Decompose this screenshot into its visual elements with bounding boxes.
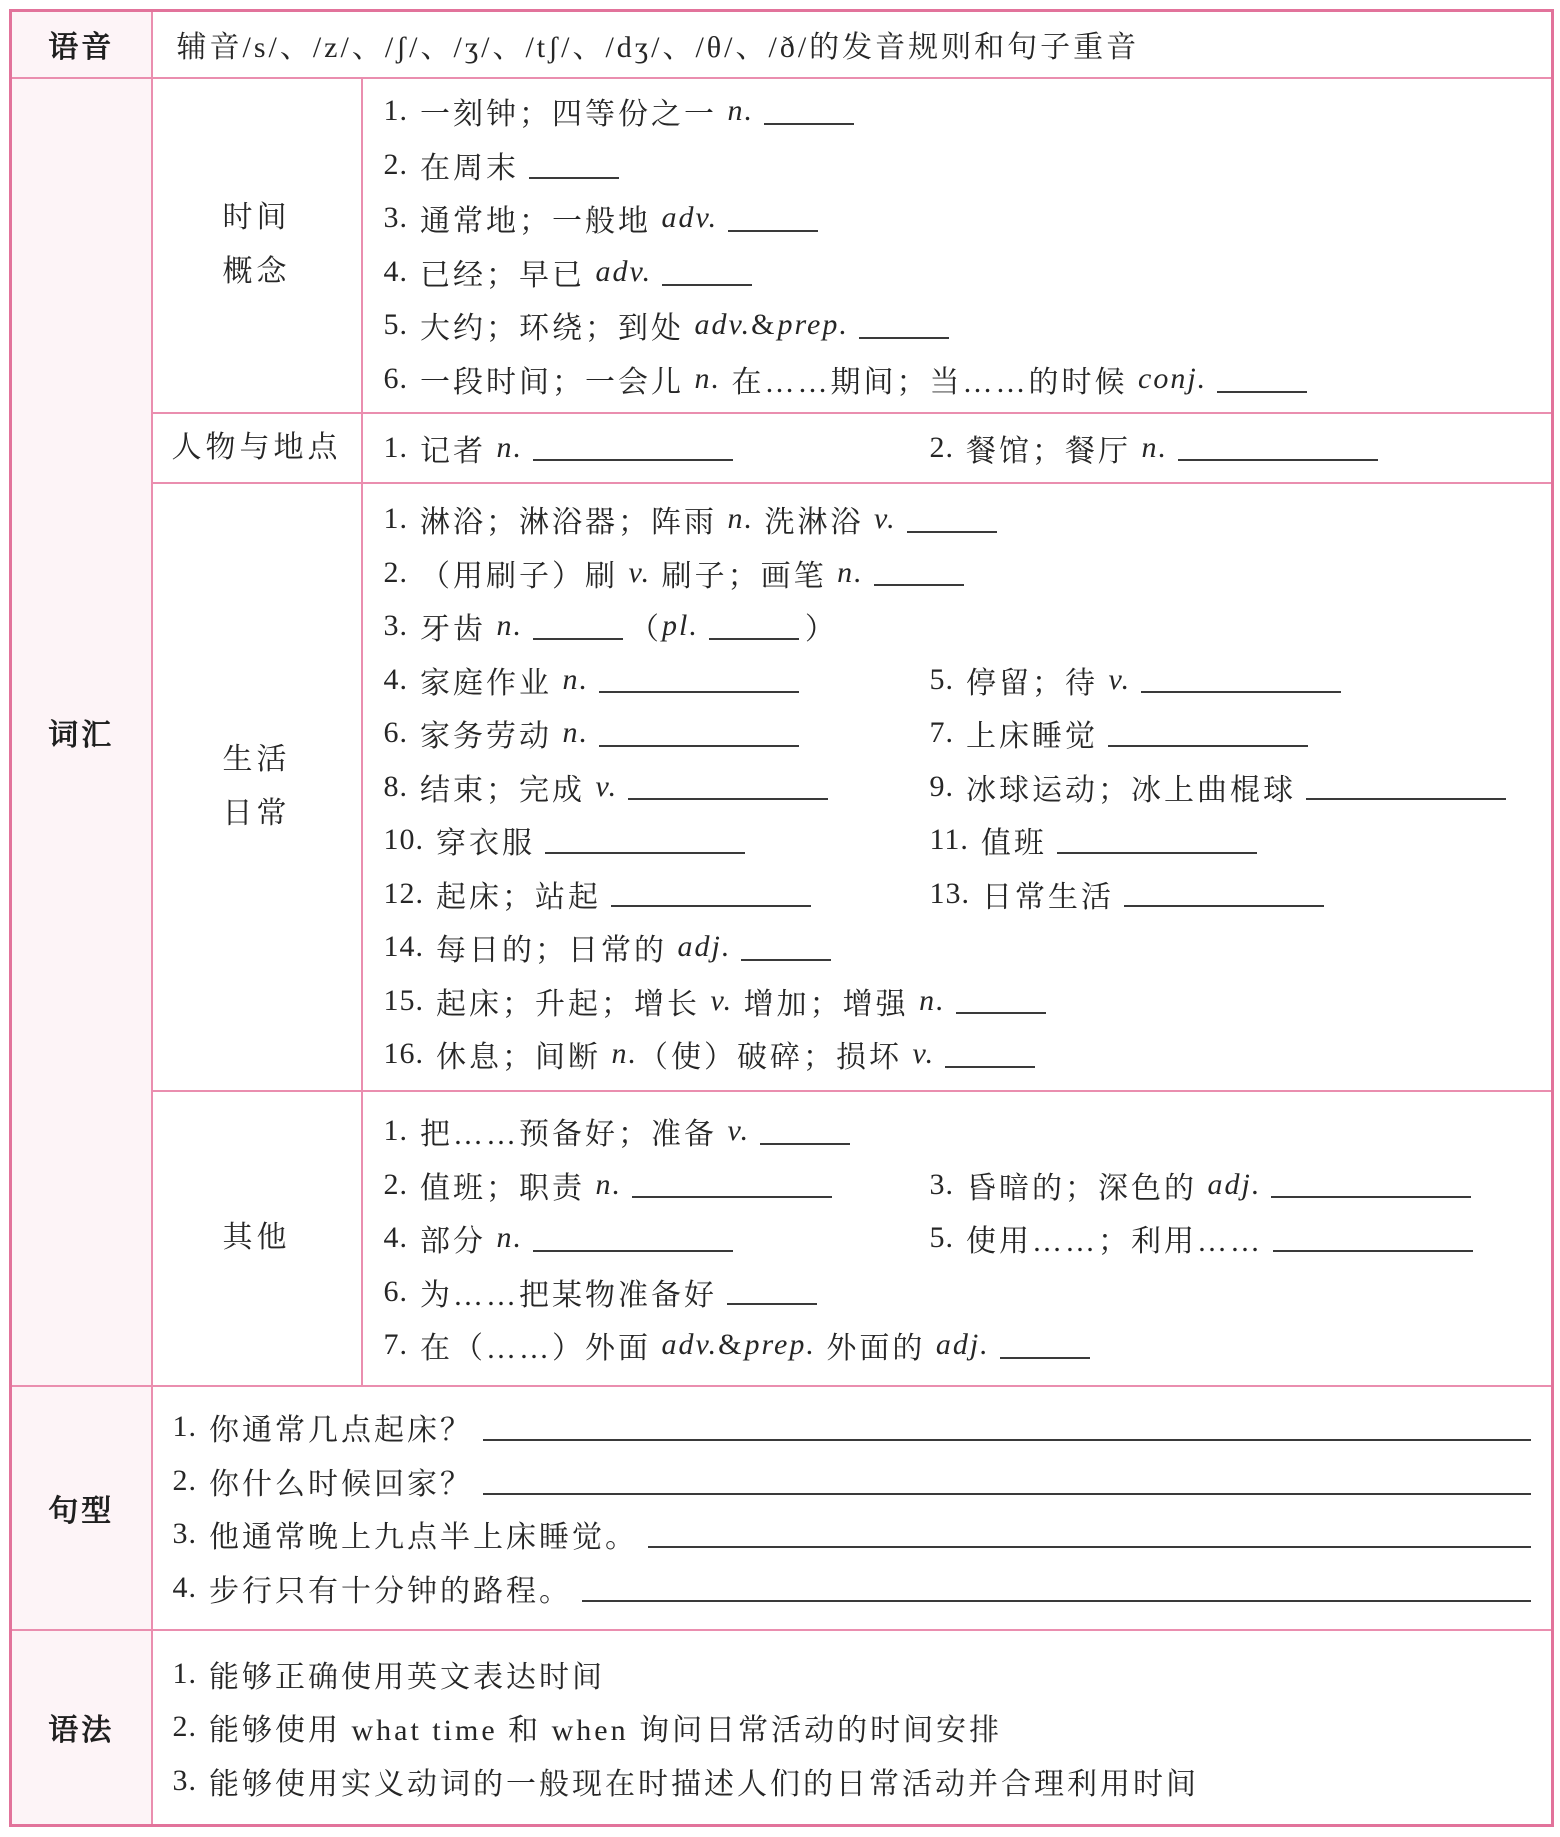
item-text: 淋浴；淋浴器；阵雨 — [420, 506, 728, 539]
answer-blank — [907, 531, 997, 533]
item-text: 上床睡觉 — [966, 720, 1098, 753]
vocab-item — [384, 1027, 1042, 1081]
item-number: 7. — [929, 716, 954, 749]
vocab-item — [384, 546, 970, 600]
vocab-list — [384, 421, 1534, 475]
grammar-text: 能够使用实义动词的一般现在时描述人们的日常活动并合理利用时间 — [209, 1767, 1199, 1801]
item-text: 在周末 — [420, 151, 519, 185]
vocab-item — [384, 1104, 857, 1158]
vocab-item — [384, 974, 1052, 1028]
abbreviation: n. — [919, 983, 946, 1017]
vocab-item — [384, 245, 759, 299]
abbreviation: adj. — [935, 1328, 990, 1361]
vocab-row — [384, 1318, 1534, 1372]
vocab-row — [384, 546, 1534, 600]
item-text: 通常地；一般地 — [420, 205, 662, 239]
row-vocab-other — [11, 1091, 1553, 1386]
phonetics-text: 辅音/s/、/z/、/ʃ/、/ʒ/、/tʃ/、/dʒ/、/θ/、/ð/的发音规则和句子重音 — [176, 31, 1140, 65]
category-cell-vocabulary — [11, 78, 152, 1386]
phonetics-content-cell — [152, 11, 1553, 78]
vocab-item — [384, 706, 930, 760]
abbreviation: n. — [595, 1167, 622, 1201]
abbreviation: n. — [727, 94, 754, 128]
item-text: （使）破碎；损坏 — [638, 1041, 913, 1074]
answer-blank — [741, 959, 831, 961]
answer-blank — [662, 284, 752, 286]
answer-blank — [727, 1303, 817, 1305]
abbreviation: n. — [611, 1037, 638, 1070]
answer-blank — [1124, 905, 1324, 907]
answer-blank — [945, 1066, 1035, 1068]
vocab-row — [384, 138, 1534, 192]
vocab-item — [384, 1265, 824, 1319]
item-number: 5. — [383, 308, 408, 342]
sentence-row — [173, 1508, 1532, 1562]
category-cell-sentences — [11, 1386, 152, 1630]
sentence-row — [173, 1401, 1532, 1455]
item-number: 2. — [929, 430, 954, 464]
sentence-number: 1. — [172, 1410, 197, 1444]
subcategory-label-line: 人物与地点 — [171, 430, 342, 464]
item-number: 2. — [383, 1167, 408, 1201]
category-label-sentences: 句型 — [48, 1494, 115, 1528]
vocab-row — [384, 920, 1534, 974]
subcategory-time-concept — [152, 78, 362, 413]
row-sentences — [11, 1386, 1553, 1630]
item-text: 一刻钟；四等份之一 — [420, 98, 728, 132]
item-number: 3. — [383, 609, 408, 642]
sentence-number: 3. — [172, 1517, 197, 1551]
abbreviation: n. — [1141, 430, 1168, 464]
unit-outline-table — [9, 9, 1554, 1827]
sentence-row — [173, 1454, 1532, 1508]
abbreviation: v. — [595, 769, 619, 803]
answer-blank — [764, 123, 854, 125]
row-vocab-time-concept — [11, 78, 1553, 413]
answer-blank — [760, 1143, 850, 1145]
subcategory-daily-life — [152, 483, 362, 1091]
vocab-list — [384, 492, 1534, 1081]
item-text: 刷子；画笔 — [651, 559, 838, 593]
subcategory-label-line: 时间 — [222, 201, 291, 234]
vocab-row — [384, 1158, 1534, 1212]
row-grammar — [11, 1630, 1553, 1826]
category-cell-phonetics — [11, 11, 152, 78]
vocab-row — [384, 813, 1534, 867]
vocab-row — [384, 653, 1534, 707]
item-number: 5. — [929, 1221, 954, 1254]
abbreviation: pl. — [662, 609, 699, 642]
answer-blank — [533, 459, 733, 461]
grammar-text: 能够正确使用英文表达时间 — [209, 1660, 605, 1694]
vocab-item — [384, 299, 955, 353]
vocab-row — [384, 1211, 1534, 1265]
item-text: 家庭作业 — [420, 666, 563, 700]
item-number: 2. — [383, 147, 408, 181]
vocab-item — [384, 867, 930, 921]
item-number: 6. — [383, 716, 408, 749]
abbreviation: n. — [694, 361, 721, 395]
answer-blank — [1217, 391, 1307, 393]
answer-blank — [874, 584, 964, 586]
item-number: 12. — [383, 876, 424, 910]
item-number: 4. — [383, 662, 408, 696]
vocab-item — [384, 813, 930, 867]
item-text: 冰球运动；冰上曲棍球 — [966, 773, 1296, 807]
item-text: & — [718, 1328, 745, 1361]
item-text: 部分 — [420, 1225, 497, 1258]
abbreviation: prep. — [744, 1328, 816, 1361]
vocab-item — [384, 1211, 930, 1265]
vocab-item — [930, 1211, 1534, 1265]
item-number: 14. — [383, 930, 424, 963]
item-text: 记者 — [420, 434, 497, 468]
vocab-row — [384, 245, 1534, 299]
vocab-row — [384, 192, 1534, 246]
answer-blank — [728, 230, 818, 232]
item-number: 2. — [383, 555, 408, 589]
item-text: 结束；完成 — [420, 773, 596, 807]
answer-blank — [1057, 852, 1257, 854]
answer-blank — [709, 638, 799, 640]
abbreviation: v. — [912, 1037, 936, 1070]
item-number: 4. — [383, 1221, 408, 1254]
vocab-item — [384, 352, 1314, 406]
vocab-item — [930, 813, 1534, 867]
sentence-list — [173, 1401, 1532, 1615]
abbreviation: v. — [874, 502, 897, 535]
item-text: （用刷子）刷 — [420, 559, 629, 593]
subcategory-label-line: 其他 — [222, 1221, 291, 1254]
vocab-item — [384, 138, 626, 192]
vocab-item — [384, 599, 838, 653]
vocab-row — [384, 760, 1534, 814]
vocab-item — [930, 653, 1534, 707]
category-cell-grammar — [11, 1630, 152, 1826]
answer-blank — [1178, 459, 1378, 461]
category-label-vocabulary: 词汇 — [48, 718, 115, 752]
item-number: 5. — [929, 662, 954, 696]
item-text: 值班 — [980, 827, 1047, 860]
vocab-item — [384, 492, 1003, 546]
answer-blank — [533, 1250, 733, 1252]
answer-line — [483, 1493, 1531, 1495]
sentences-content-cell — [152, 1386, 1553, 1630]
item-text: 停留；待 — [966, 666, 1109, 700]
abbreviation: n. — [496, 430, 523, 464]
category-label-grammar: 语法 — [48, 1714, 115, 1748]
item-text: 日常生活 — [982, 880, 1114, 914]
grammar-number: 1. — [172, 1656, 197, 1690]
abbreviation: n. — [562, 716, 589, 749]
item-number: 13. — [929, 876, 970, 910]
item-number: 1. — [383, 430, 408, 464]
vocab-cell-other — [362, 1091, 1553, 1386]
vocab-row — [384, 1027, 1534, 1081]
abbreviation: adj. — [1207, 1167, 1262, 1201]
abbreviation: n. — [562, 662, 589, 696]
item-text: 把……预备好；准备 — [420, 1118, 728, 1151]
item-text: 使用……；利用…… — [966, 1225, 1263, 1258]
item-text: 增加；增强 — [733, 987, 920, 1021]
item-text: 家务劳动 — [420, 720, 563, 753]
grammar-content-cell — [152, 1630, 1553, 1826]
vocab-row — [384, 867, 1534, 921]
item-text: 已经；早已 — [420, 258, 596, 292]
item-text: 在（……）外面 — [420, 1332, 662, 1365]
vocab-row — [384, 1104, 1534, 1158]
answer-blank — [599, 745, 799, 747]
answer-blank — [1306, 798, 1506, 800]
vocab-item — [930, 867, 1534, 921]
item-number: 15. — [383, 983, 424, 1017]
vocab-row — [384, 599, 1534, 653]
item-text: 洗淋浴 — [754, 506, 874, 539]
sentence-text: 你什么时候回家？ — [209, 1467, 473, 1501]
vocab-item — [384, 760, 930, 814]
item-text: （ — [629, 613, 662, 646]
abbreviation: conj. — [1138, 361, 1208, 395]
vocab-item — [930, 421, 1534, 475]
item-number: 11. — [929, 823, 969, 856]
answer-blank — [632, 1196, 832, 1198]
abbreviation: n. — [496, 1221, 523, 1254]
sentence-number: 2. — [172, 1463, 197, 1497]
answer-blank — [1141, 691, 1341, 693]
item-text: ） — [804, 613, 838, 646]
item-number: 1. — [383, 502, 408, 535]
subcategory-other — [152, 1091, 362, 1386]
vocab-list — [384, 85, 1534, 406]
answer-blank — [628, 798, 828, 800]
abbreviation: adv. — [661, 201, 719, 235]
vocab-row — [384, 85, 1534, 139]
item-text: 外面的 — [815, 1332, 936, 1365]
item-number: 3. — [929, 1167, 954, 1201]
item-number: 3. — [383, 201, 408, 235]
vocab-item — [384, 1318, 1096, 1372]
answer-blank — [1273, 1250, 1473, 1252]
answer-blank — [545, 852, 745, 854]
item-text: 大约；环绕；到处 — [420, 312, 695, 346]
item-text: 昏暗的；深色的 — [966, 1171, 1208, 1205]
item-text: 穿衣服 — [436, 827, 535, 860]
category-label-phonetics: 语音 — [48, 31, 115, 65]
item-number: 1. — [383, 94, 408, 128]
abbreviation: v. — [710, 983, 734, 1017]
sentence-text: 步行只有十分钟的路程。 — [209, 1574, 572, 1608]
vocab-item — [384, 653, 930, 707]
vocab-item — [384, 85, 861, 139]
item-text: 起床；升起；增长 — [436, 987, 711, 1021]
vocab-row — [384, 974, 1534, 1028]
grammar-row — [173, 1754, 1532, 1808]
vocab-item — [384, 192, 825, 246]
vocab-row — [384, 352, 1534, 406]
vocab-cell-daily-life — [362, 483, 1553, 1091]
vocab-list — [384, 1104, 1534, 1372]
row-phonetics — [11, 11, 1553, 78]
vocab-row — [384, 421, 1534, 475]
sentence-row — [173, 1561, 1532, 1615]
answer-blank — [611, 905, 811, 907]
answer-blank — [533, 638, 623, 640]
item-number: 9. — [929, 769, 954, 803]
vocab-item — [384, 1158, 930, 1212]
grammar-list — [173, 1647, 1532, 1808]
subcategory-label-line: 日常 — [222, 796, 291, 830]
item-text: & — [751, 308, 778, 342]
sentence-text: 他通常晚上九点半上床睡觉。 — [209, 1521, 638, 1555]
item-text: 餐馆；餐厅 — [966, 434, 1142, 468]
item-text: 休息；间断 — [436, 1041, 612, 1074]
row-vocab-people-places — [11, 413, 1553, 483]
grammar-row — [173, 1701, 1532, 1755]
vocab-item — [384, 421, 930, 475]
subcategory-label-line: 概念 — [222, 255, 291, 288]
abbreviation: adj. — [677, 930, 732, 963]
answer-blank — [859, 337, 949, 339]
item-number: 16. — [383, 1037, 424, 1070]
vocab-item — [384, 920, 838, 974]
item-number: 1. — [383, 1114, 408, 1147]
item-number: 8. — [383, 769, 408, 803]
vocab-item — [930, 1158, 1534, 1212]
answer-blank — [599, 691, 799, 693]
item-number: 6. — [383, 361, 408, 395]
grammar-number: 2. — [172, 1710, 197, 1744]
item-text: 每日的；日常的 — [436, 934, 678, 967]
abbreviation: adv. — [595, 254, 653, 288]
vocab-cell-people-places — [362, 413, 1553, 483]
abbreviation: n. — [727, 502, 754, 535]
abbreviation: n. — [837, 555, 864, 589]
row-vocab-daily-life — [11, 483, 1553, 1091]
vocab-row — [384, 492, 1534, 546]
item-text: 在……期间；当……的时候 — [721, 365, 1138, 399]
sentence-text: 你通常几点起床？ — [209, 1414, 473, 1448]
item-number: 10. — [383, 823, 424, 856]
abbreviation: adv. — [661, 1328, 719, 1361]
answer-blank — [1108, 745, 1308, 747]
vocab-cell-time-concept — [362, 78, 1553, 413]
subcategory-label-line: 生活 — [222, 742, 291, 776]
vocab-item — [930, 760, 1534, 814]
answer-line — [582, 1600, 1531, 1602]
subcategory-people-places — [152, 413, 362, 483]
abbreviation: n. — [496, 609, 523, 642]
item-number: 4. — [383, 254, 408, 288]
abbreviation: v. — [727, 1114, 751, 1147]
answer-line — [648, 1546, 1531, 1548]
answer-blank — [1271, 1196, 1471, 1198]
vocab-row — [384, 706, 1534, 760]
item-text: 为……把某物准备好 — [420, 1278, 717, 1312]
item-text: 值班；职责 — [420, 1171, 596, 1205]
item-text: 牙齿 — [420, 613, 497, 646]
vocab-row — [384, 299, 1534, 353]
grammar-number: 3. — [172, 1763, 197, 1797]
abbreviation: adv. — [694, 308, 752, 342]
abbreviation: v. — [628, 555, 652, 589]
answer-blank — [956, 1012, 1046, 1014]
abbreviation: prep. — [777, 308, 849, 342]
item-text: 起床；站起 — [436, 880, 601, 914]
answer-blank — [529, 177, 619, 179]
answer-line — [483, 1439, 1531, 1441]
item-number: 7. — [383, 1328, 408, 1361]
vocab-row — [384, 1265, 1534, 1319]
item-text: 一段时间；一会儿 — [420, 365, 695, 399]
sentence-number: 4. — [172, 1570, 197, 1604]
item-number: 6. — [383, 1274, 408, 1308]
answer-blank — [1000, 1357, 1090, 1359]
abbreviation: v. — [1108, 662, 1132, 696]
grammar-row — [173, 1647, 1532, 1701]
vocab-item — [930, 706, 1534, 760]
grammar-text: 能够使用 what time 和 when 询问日常活动的时间安排 — [209, 1714, 1003, 1748]
